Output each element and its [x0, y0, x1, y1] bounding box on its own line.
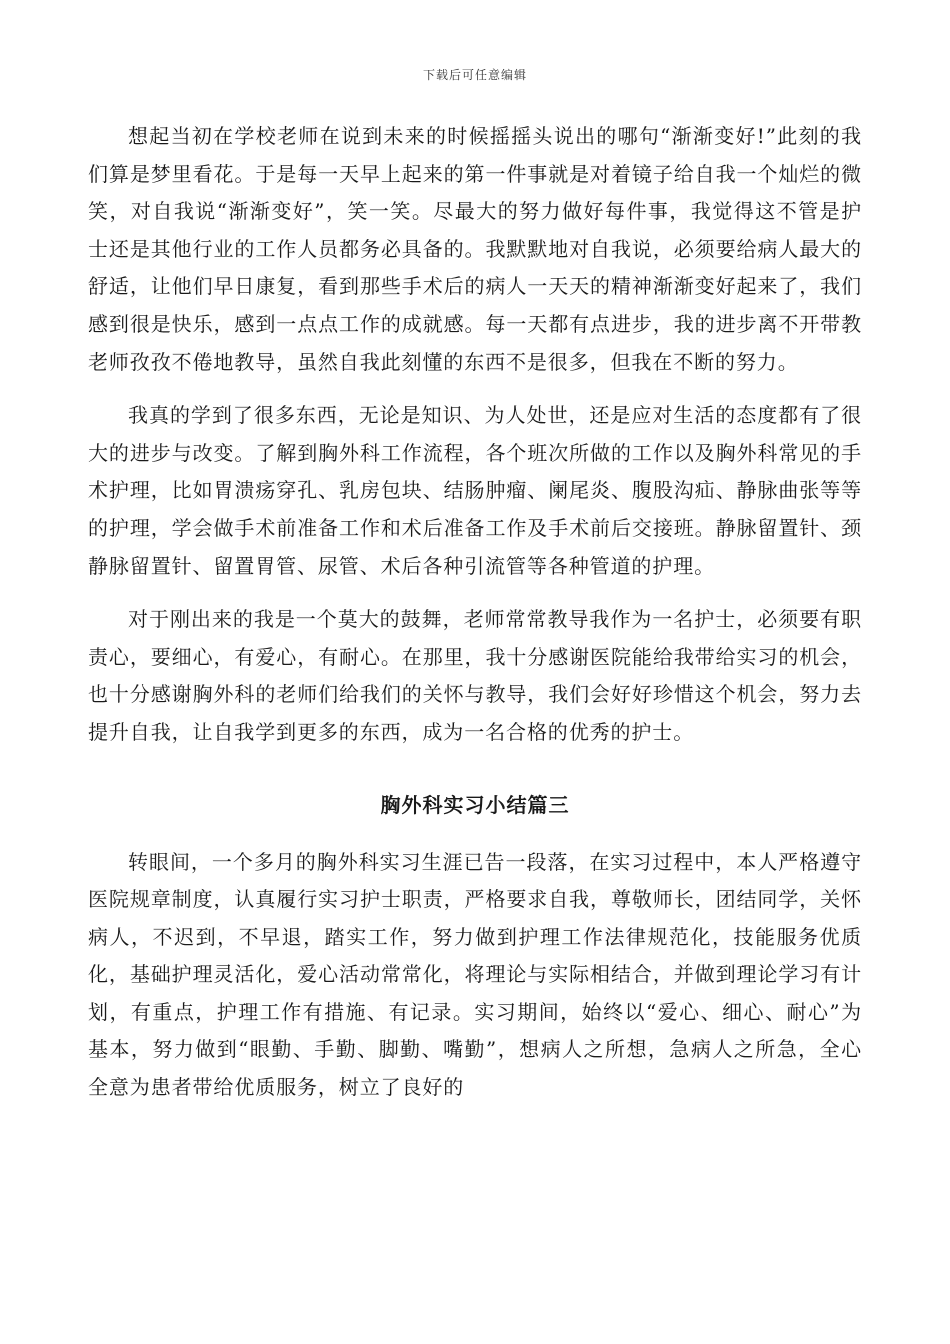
header-note: 下载后可任意编辑 [422, 68, 527, 82]
paragraph: 对于刚出来的我是一个莫大的鼓舞，老师常常教导我作为一名护士，必须要有职责心，要细心，有爱心，有耐心。在那里，我十分感谢医院能给我带给实习的机会，也十分感谢胸外科的老师们给我们的关怀与教导，我们会好好珍惜这个机会，努力去提升自我，让自我学到更多的东西，成为一名合格的优秀的护士。 [88, 607, 862, 744]
paragraph: 想起当初在学校老师在说到未来的时候摇摇头说出的哪句“渐渐变好!”此刻的我们算是梦里看花。于是每一天早上起来的第一件事就是对着镜子给自我一个灿烂的微笑，对自我说“渐渐变好”，笑一笑。尽最大的努力做好每件事，我觉得这不管是护士还是其他行业的工作人员都务必具备的。我默默地对自我说，必须要给病人最大的舒适，让他们早日康复，看到那些手术后的病人一天天的精神渐渐变好起来了，我们感到很是快乐，感到一点点工作的成就感。每一天都有点进步，我的进步离不开带教老师孜孜不倦地教导，虽然自我此刻懂的东西不是很多，但我在不断的努力。 [88, 124, 862, 374]
paragraph: 转眼间，一个多月的胸外科实习生涯已告一段落，在实习过程中，本人严格遵守医院规章制度，认真履行实习护士职责，严格要求自我，尊敬师长，团结同学，关怀病人，不迟到，不早退，踏实工作，努力做到护理工作法律规范化，技能服务优质化，基础护理灵活化，爱心活动常常化，将理论与实际相结合，并做到理论学习有计划，有重点，护理工作有措施、有记录。实习期间，始终以“爱心、细心、耐心”为基本，努力做到“眼勤、手勤、脚勤、嘴勤”，想病人之所想，急病人之所急，全心全意为患者带给优质服务，树立了良好的 [88, 849, 862, 1100]
section-title: 胸外科实习小结篇三 [380, 792, 570, 817]
document-body [88, 118, 862, 1107]
paragraph: 我真的学到了很多东西，无论是知识、为人处世，还是应对生活的态度都有了很大的进步与改变。了解到胸外科工作流程，各个班次所做的工作以及胸外科常见的手术护理，比如胃溃疡穿孔、乳房包块、结肠肿瘤、阑尾炎、腹股沟疝、静脉曲张等等的护理，学会做手术前准备工作和术后准备工作及手术前后交接班。静脉留置针、颈静脉留置针、留置胃管、尿管、术后各种引流管等各种管道的护理。 [88, 403, 862, 578]
